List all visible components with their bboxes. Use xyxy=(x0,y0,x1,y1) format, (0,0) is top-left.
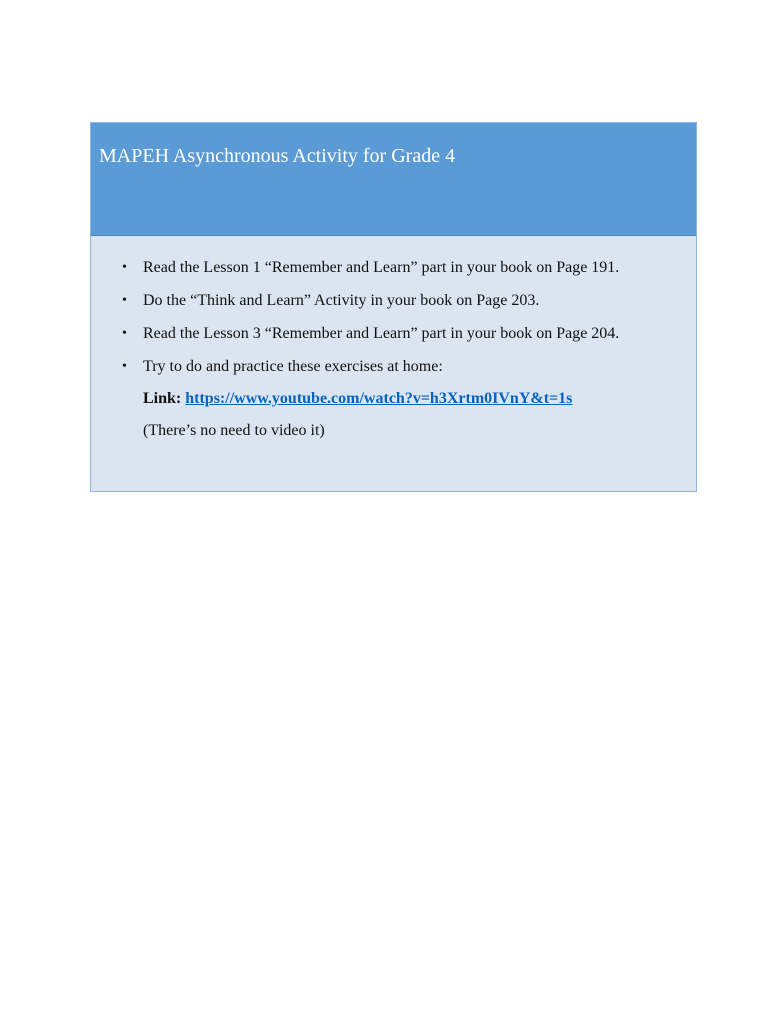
activity-list xyxy=(91,251,696,383)
card-header xyxy=(91,123,696,236)
list-item-text: Try to do and practice these exercises at home: xyxy=(143,358,443,375)
list-item xyxy=(91,284,696,317)
youtube-link[interactable]: https://www.youtube.com/watch?v=h3Xrtm0IVnY&t=1s xyxy=(185,390,573,407)
list-item-text: Read the Lesson 1 “Remember and Learn” part in your book on Page 191. xyxy=(143,259,620,276)
link-line xyxy=(91,383,696,415)
card-body xyxy=(91,251,696,447)
bullet-dot-icon: • xyxy=(122,293,127,308)
bullet-dot-icon: • xyxy=(122,359,127,374)
activity-card xyxy=(90,122,697,492)
list-item xyxy=(91,350,696,383)
list-item-text: Read the Lesson 3 “Remember and Learn” part in your book on Page 204. xyxy=(143,325,620,342)
list-item-text: Do the “Think and Learn” Activity in your book on Page 203. xyxy=(143,292,540,309)
bullet-dot-icon: • xyxy=(122,260,127,275)
note-text: (There’s no need to video it) xyxy=(143,422,325,439)
bullet-dot-icon: • xyxy=(122,326,127,341)
list-item xyxy=(91,251,696,284)
list-item xyxy=(91,317,696,350)
card-title: MAPEH Asynchronous Activity for Grade 4 xyxy=(99,145,456,167)
link-label: Link: xyxy=(143,390,182,407)
